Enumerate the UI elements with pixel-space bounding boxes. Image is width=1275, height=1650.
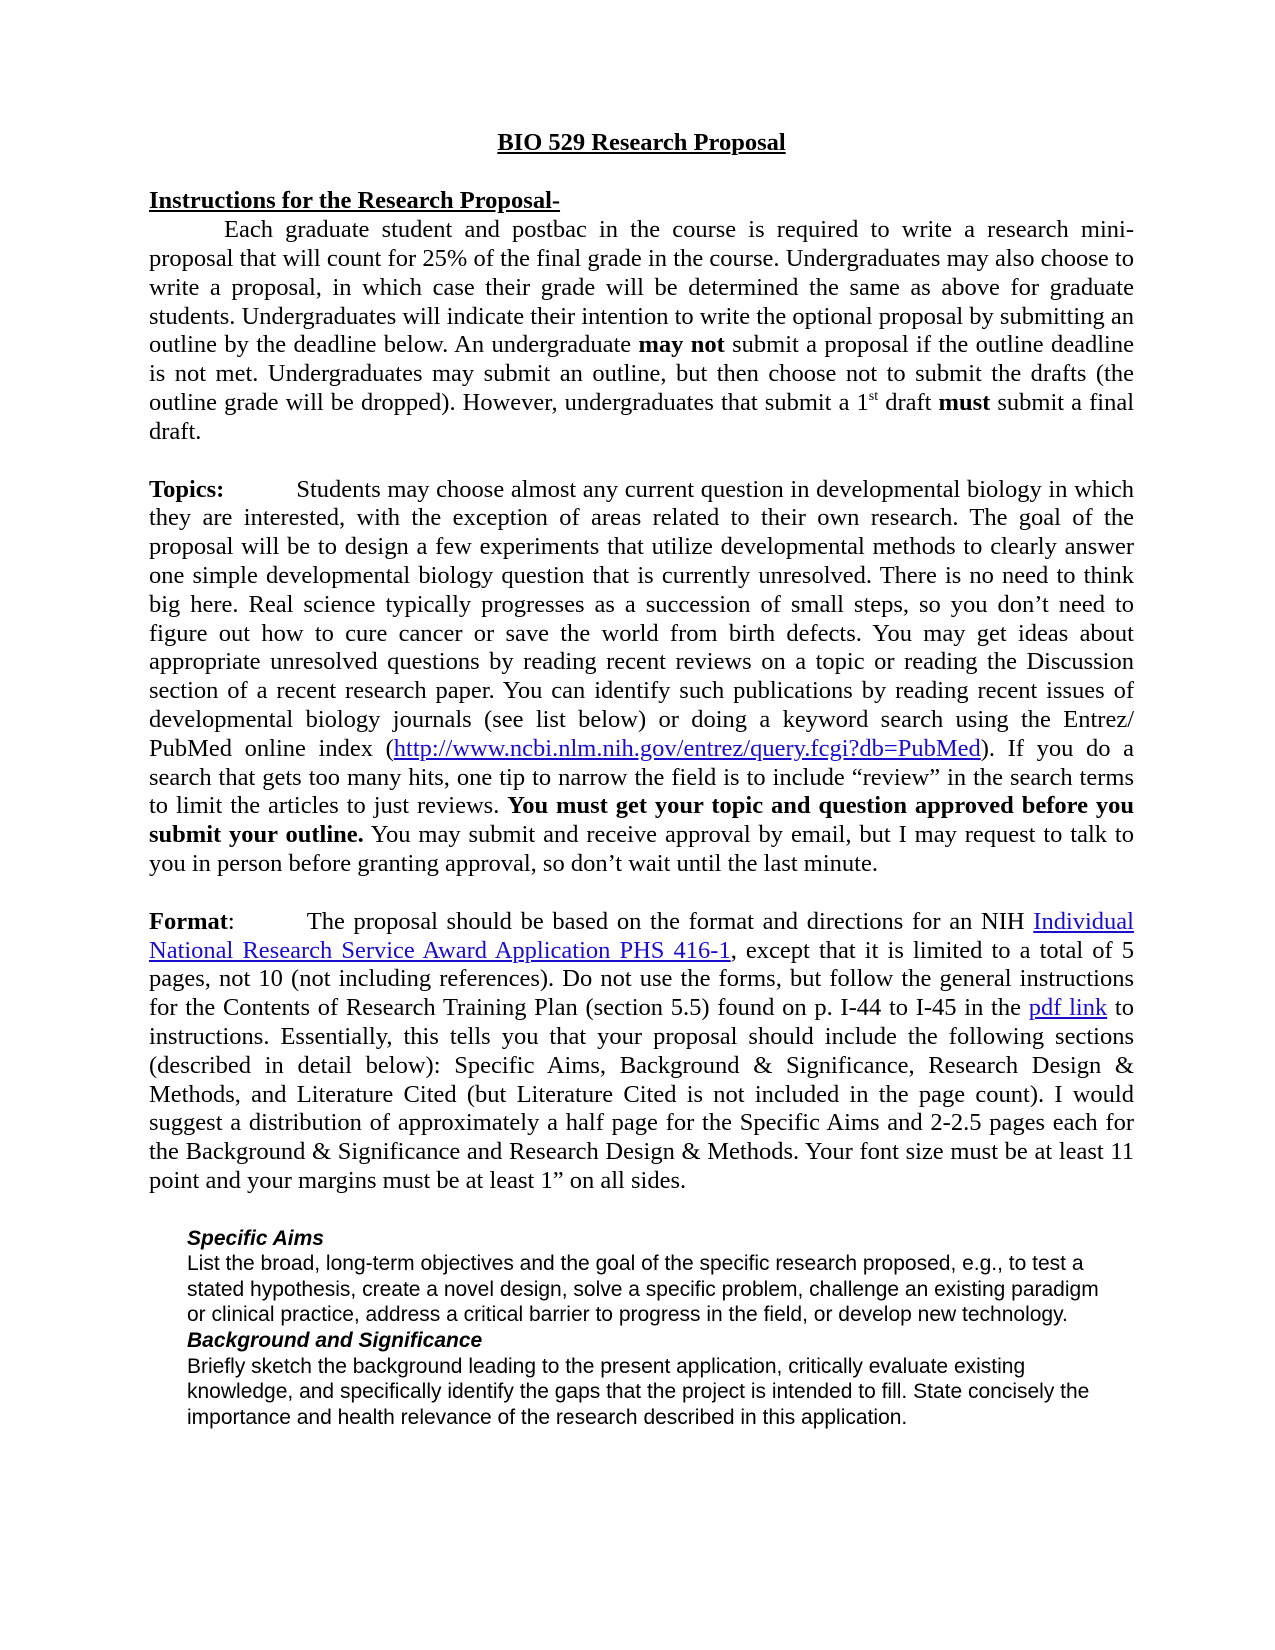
instructions-bold-must: must	[938, 388, 991, 416]
instructions-text-3: draft	[878, 388, 939, 416]
format-text-3: to instructions. Essentially, this tells you that your proposal should include the following sections (described in detail below): Specific Aims, Background & Significance, Research Design & Methods, and Literature Cited (but Literature Cited is not included in the page count). I would suggest a distribution of approximately a half page for the Specific Aims and 2-2.5 pages each for the Background & Significance and Research Design & Methods. Your font size must be at least 11 point and your margins must be at least 1” on all sides.	[149, 994, 1134, 1194]
background-significance-heading: Background and Significance	[187, 1329, 483, 1353]
instructions-text-4: submit a final draft.	[149, 388, 1134, 445]
document-page	[149, 128, 1134, 1430]
pdf-link[interactable]: pdf link	[1028, 994, 1108, 1022]
specific-aims-heading: Specific Aims	[187, 1226, 324, 1250]
format-label: Format	[149, 907, 228, 935]
instructions-text-1: Each graduate student and postbac in the course is required to write a research mini-proposal that will count for 25% of the final grade in the course. Undergraduates may also choose to write a proposal, in which case their grade will be determined the same as above for graduate students. Undergraduates will indicate their intention to write the optional proposal by submitting an outline by the deadline below. An undergraduate	[149, 216, 1134, 359]
format-text-2: , except that it is limited to a total of 5 pages, not 10 (not including references). Do not use the forms, but follow the general instructions for the Contents of Research Training Plan (section 5.5) found on p. I-44 to I-45 in the	[149, 936, 1134, 1022]
topics-label: Topics:	[149, 475, 225, 503]
instructions-superscript: st	[868, 388, 879, 404]
topics-text-3: You may submit and receive approval by email, but I may request to talk to you in person before granting approval, so don’t wait until the last minute.	[149, 821, 1134, 877]
nrsa-application-link[interactable]: Individual National Research Service Award Application PHS 416-1	[149, 907, 1134, 964]
specific-aims-text: List the broad, long-term objectives and the goal of the specific research proposed, e.g., to test a stated hypothesis, create a novel design, solve a specific problem, challenge an existing paradigm or clinical practice, address a critical barrier to progress in the field, or develop new technology.	[187, 1252, 1099, 1327]
topics-paragraph	[149, 476, 1134, 879]
format-colon: :	[227, 907, 235, 935]
proposal-sections	[187, 1226, 1117, 1431]
background-significance-text: Briefly sketch the background leading to the present application, critically evaluate existing knowledge, and specifically identify the gaps that the project is intended to fill. State concisely the importance and health relevance of the research described in this application.	[187, 1354, 1090, 1429]
instructions-bold-may-not: may not	[638, 331, 725, 359]
pubmed-link[interactable]: http://www.ncbi.nlm.nih.gov/entrez/query.fcgi?db=PubMed	[393, 734, 981, 762]
topics-bold-approval: You must get your topic and question approved before you submit your outline.	[149, 792, 1135, 849]
instructions-paragraph	[149, 216, 1134, 446]
instructions-heading: Instructions for the Research Proposal-	[149, 187, 561, 215]
instructions-text-2: submit a proposal if the outline deadline is not met. Undergraduates may submit an outline, but then choose not to submit the drafts (the outline grade will be dropped). However, undergraduates that submit a 1	[149, 331, 1134, 416]
format-text-1: The proposal should be based on the format and directions for an NIH	[306, 907, 1034, 935]
format-paragraph	[149, 908, 1134, 1196]
topics-text-1: Students may choose almost any current question in developmental biology in which they are interested, with the exception of areas related to their own research. The goal of the proposal will be to design a few experiments that utilize developmental methods to clearly answer one simple developmental biology question that is currently unresolved. There is no need to think big here. Real science typically progresses as a succession of small steps, so you don’t need to figure out how to cure cancer or save the world from birth defects. You may get ideas about appropriate unresolved questions by reading recent reviews on a topic or reading the Discussion section of a recent research paper. You can identify such publications by reading recent issues of developmental biology journals (see list below) or doing a keyword search using the Entrez/ PubMed online index (	[149, 475, 1134, 762]
document-title: BIO 529 Research Proposal	[497, 129, 786, 156]
topics-text-2: ). If you do a search that gets too many hits, one tip to narrow the field is to include “review” in the search terms to limit the articles to just reviews.	[149, 734, 1134, 820]
